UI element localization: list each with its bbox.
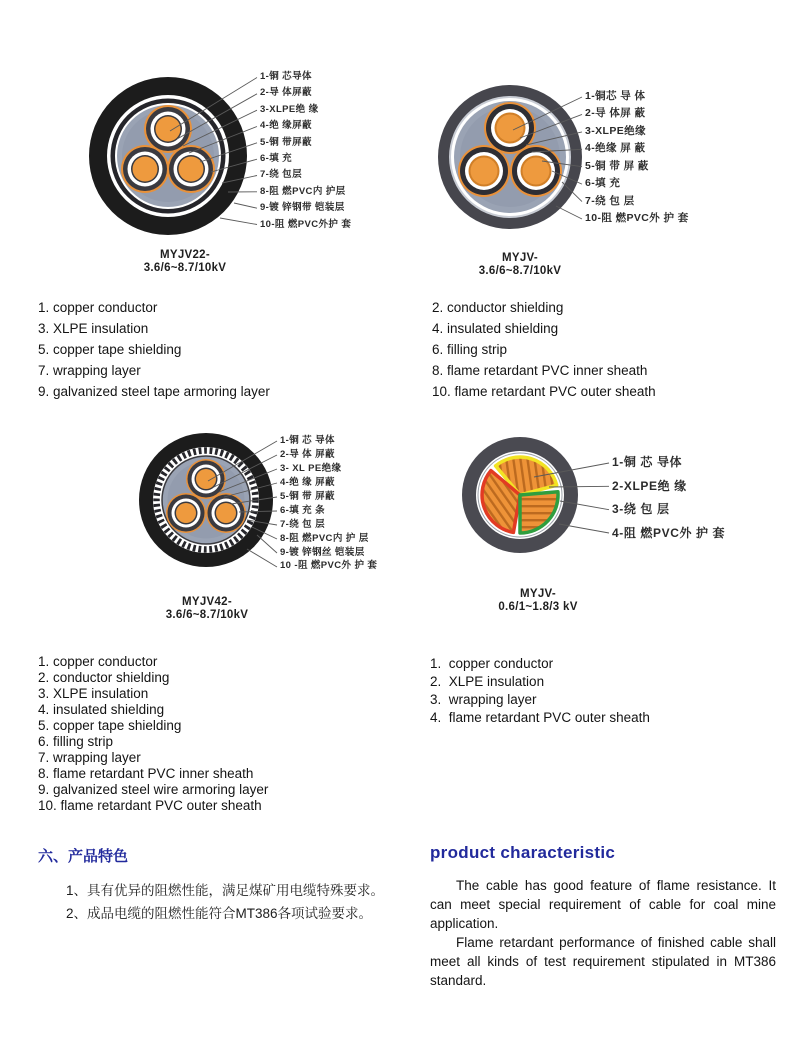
list-item: 4. insulated shielding: [432, 321, 559, 336]
callout-label: 5-铜 带屏蔽: [260, 136, 312, 148]
callout-label: 7-绕 包 层: [280, 518, 326, 530]
component-list-top-left: [38, 300, 270, 400]
component-list-top-right: [432, 300, 656, 400]
list-item: 5. copper tape shielding: [38, 342, 182, 357]
voltage-rating: 3.6/6~8.7/10kV: [143, 262, 227, 274]
voltage-rating: 0.6/1~1.8/3 kV: [498, 601, 578, 613]
callout-label: 4-绝 缘屏蔽: [260, 120, 312, 132]
voltage-rating: 3.6/6~8.7/10kV: [478, 265, 562, 277]
model-designation: [147, 596, 267, 622]
list-item: 3. XLPE insulation: [38, 686, 149, 701]
list-item: 10. flame retardant PVC outer sheath: [38, 798, 262, 813]
callout-label: 9-镀 锌钢丝 铠装层: [280, 546, 365, 558]
feature-paragraph-en: Flame retardant performance of finished cable shall meet all kinds of test requirement stipulated in MT386 standard.: [430, 935, 776, 988]
callout-label: 6-填 充 条: [280, 504, 326, 516]
list-item: 8. flame retardant PVC inner sheath: [432, 363, 648, 378]
callout-label: 8-阻 燃PVC内 护层: [260, 185, 346, 197]
list-item: 2. conductor shielding: [432, 300, 564, 315]
cable-cross-section-myjv-lv: [430, 428, 780, 613]
callout-label: 2-导 体屏 蔽: [585, 107, 646, 120]
callout-label: 1-铜 芯 导体: [612, 455, 683, 469]
feature-paragraph-en: The cable has good feature of flame resistance. It can meet special requirement of cable for coal mine application.: [430, 878, 776, 931]
callout-label: 3-XLPE绝缘: [585, 124, 646, 137]
feature-item-zh: 2、成品电缆的阻燃性能符合MT386各项试验要求。: [66, 906, 373, 921]
section-heading-en: product characteristic: [430, 843, 616, 862]
callout-label: 1-铜芯 导 体: [585, 90, 646, 102]
cable-diagram-myjv: [420, 66, 790, 281]
callout-label: 6-填 充: [585, 177, 621, 190]
feature-list-zh: [66, 879, 384, 925]
model-name: MYJV42-: [181, 596, 233, 608]
list-item: 5. copper tape shielding: [38, 718, 182, 733]
list-item: 8. flame retardant PVC inner sheath: [38, 766, 254, 781]
callout-label: 8-阻 燃PVC内 护 层: [280, 532, 369, 544]
feature-paragraphs-en: [430, 876, 776, 990]
list-item: 10. flame retardant PVC outer sheath: [432, 384, 656, 399]
list-item: 2. conductor shielding: [38, 670, 170, 685]
feature-item-zh: 1、具有优异的阻燃性能，满足煤矿用电缆特殊要求。: [66, 883, 385, 898]
cable-diagram-myjv-lv: [430, 428, 780, 613]
callout-label: 10 -阻 燃PVC外 护 套: [280, 560, 378, 572]
callout-labels: [612, 456, 725, 540]
list-item: 1. copper conductor: [38, 654, 158, 669]
callout-label: 7-绕 包层: [260, 169, 302, 181]
callout-label: 5-铜 带 屏蔽: [280, 490, 335, 502]
callout-label: 5-铜 带 屏 蔽: [585, 159, 649, 172]
callout-label: 4-绝缘 屏 蔽: [585, 142, 646, 155]
callout-label: 10-阻 燃PVC外 护 套: [585, 212, 689, 225]
callout-label: 7-绕 包 层: [585, 194, 635, 207]
model-designation: [120, 249, 250, 275]
callout-label: 4-绝 缘 屏蔽: [280, 476, 335, 488]
model-name: MYJV-: [519, 588, 556, 600]
callout-label: 9-镀 锌钢带 铠装层: [260, 202, 345, 214]
model-designation: [468, 588, 608, 614]
callout-labels: [585, 91, 689, 225]
section-heading-zh: 六、产品特色: [38, 848, 129, 865]
cable-diagram-myjv22: [70, 66, 410, 281]
list-item: 2. XLPE insulation: [430, 674, 545, 689]
list-item: 6. filling strip: [432, 342, 508, 357]
component-list-mid-right: [430, 656, 650, 726]
model-designation: [460, 252, 580, 278]
list-item: 1. copper conductor: [38, 300, 158, 315]
callout-label: 1-铜 芯 导体: [280, 435, 335, 446]
list-item: 4. flame retardant PVC outer sheath: [430, 710, 650, 725]
list-item: 4. insulated shielding: [38, 702, 165, 717]
model-name: MYJV-: [501, 252, 538, 264]
list-item: 1. copper conductor: [430, 656, 554, 671]
list-item: 6. filling strip: [38, 734, 114, 749]
callout-label: 10-阻 燃PVC外护 套: [260, 218, 352, 230]
callout-label: 4-阻 燃PVC外 护 套: [612, 525, 726, 540]
callout-labels: [260, 72, 351, 230]
list-item: 7. wrapping layer: [38, 750, 141, 765]
list-item: 9. galvanized steel wire armoring layer: [38, 782, 269, 797]
model-name: MYJV22-: [159, 249, 211, 261]
callout-label: 2-导 体屏蔽: [260, 87, 312, 99]
callout-label: 3- XL PE绝缘: [280, 462, 342, 474]
cable-diagram-myjv42: [100, 428, 440, 620]
callout-label: 1-铜 芯导体: [260, 71, 312, 82]
list-item: 7. wrapping layer: [38, 363, 141, 378]
callout-label: 2-导 体 屏蔽: [280, 448, 335, 460]
cable-cross-section-myjv42: [100, 428, 440, 620]
callout-label: 6-填 充: [260, 152, 293, 164]
list-item: 3. wrapping layer: [430, 692, 537, 707]
component-list-mid-left: [38, 654, 269, 813]
sheath-rings: [89, 77, 247, 235]
list-item: 9. galvanized steel tape armoring layer: [38, 384, 270, 399]
callout-label: 2-XLPE绝 缘: [612, 478, 687, 493]
callout-label: 3-绕 包 层: [612, 502, 670, 517]
callout-label: 3-XLPE绝 缘: [260, 103, 319, 115]
list-item: 3. XLPE insulation: [38, 321, 149, 336]
voltage-rating: 3.6/6~8.7/10kV: [165, 609, 249, 621]
callout-labels: [280, 436, 377, 572]
sheath-rings: [139, 433, 273, 567]
